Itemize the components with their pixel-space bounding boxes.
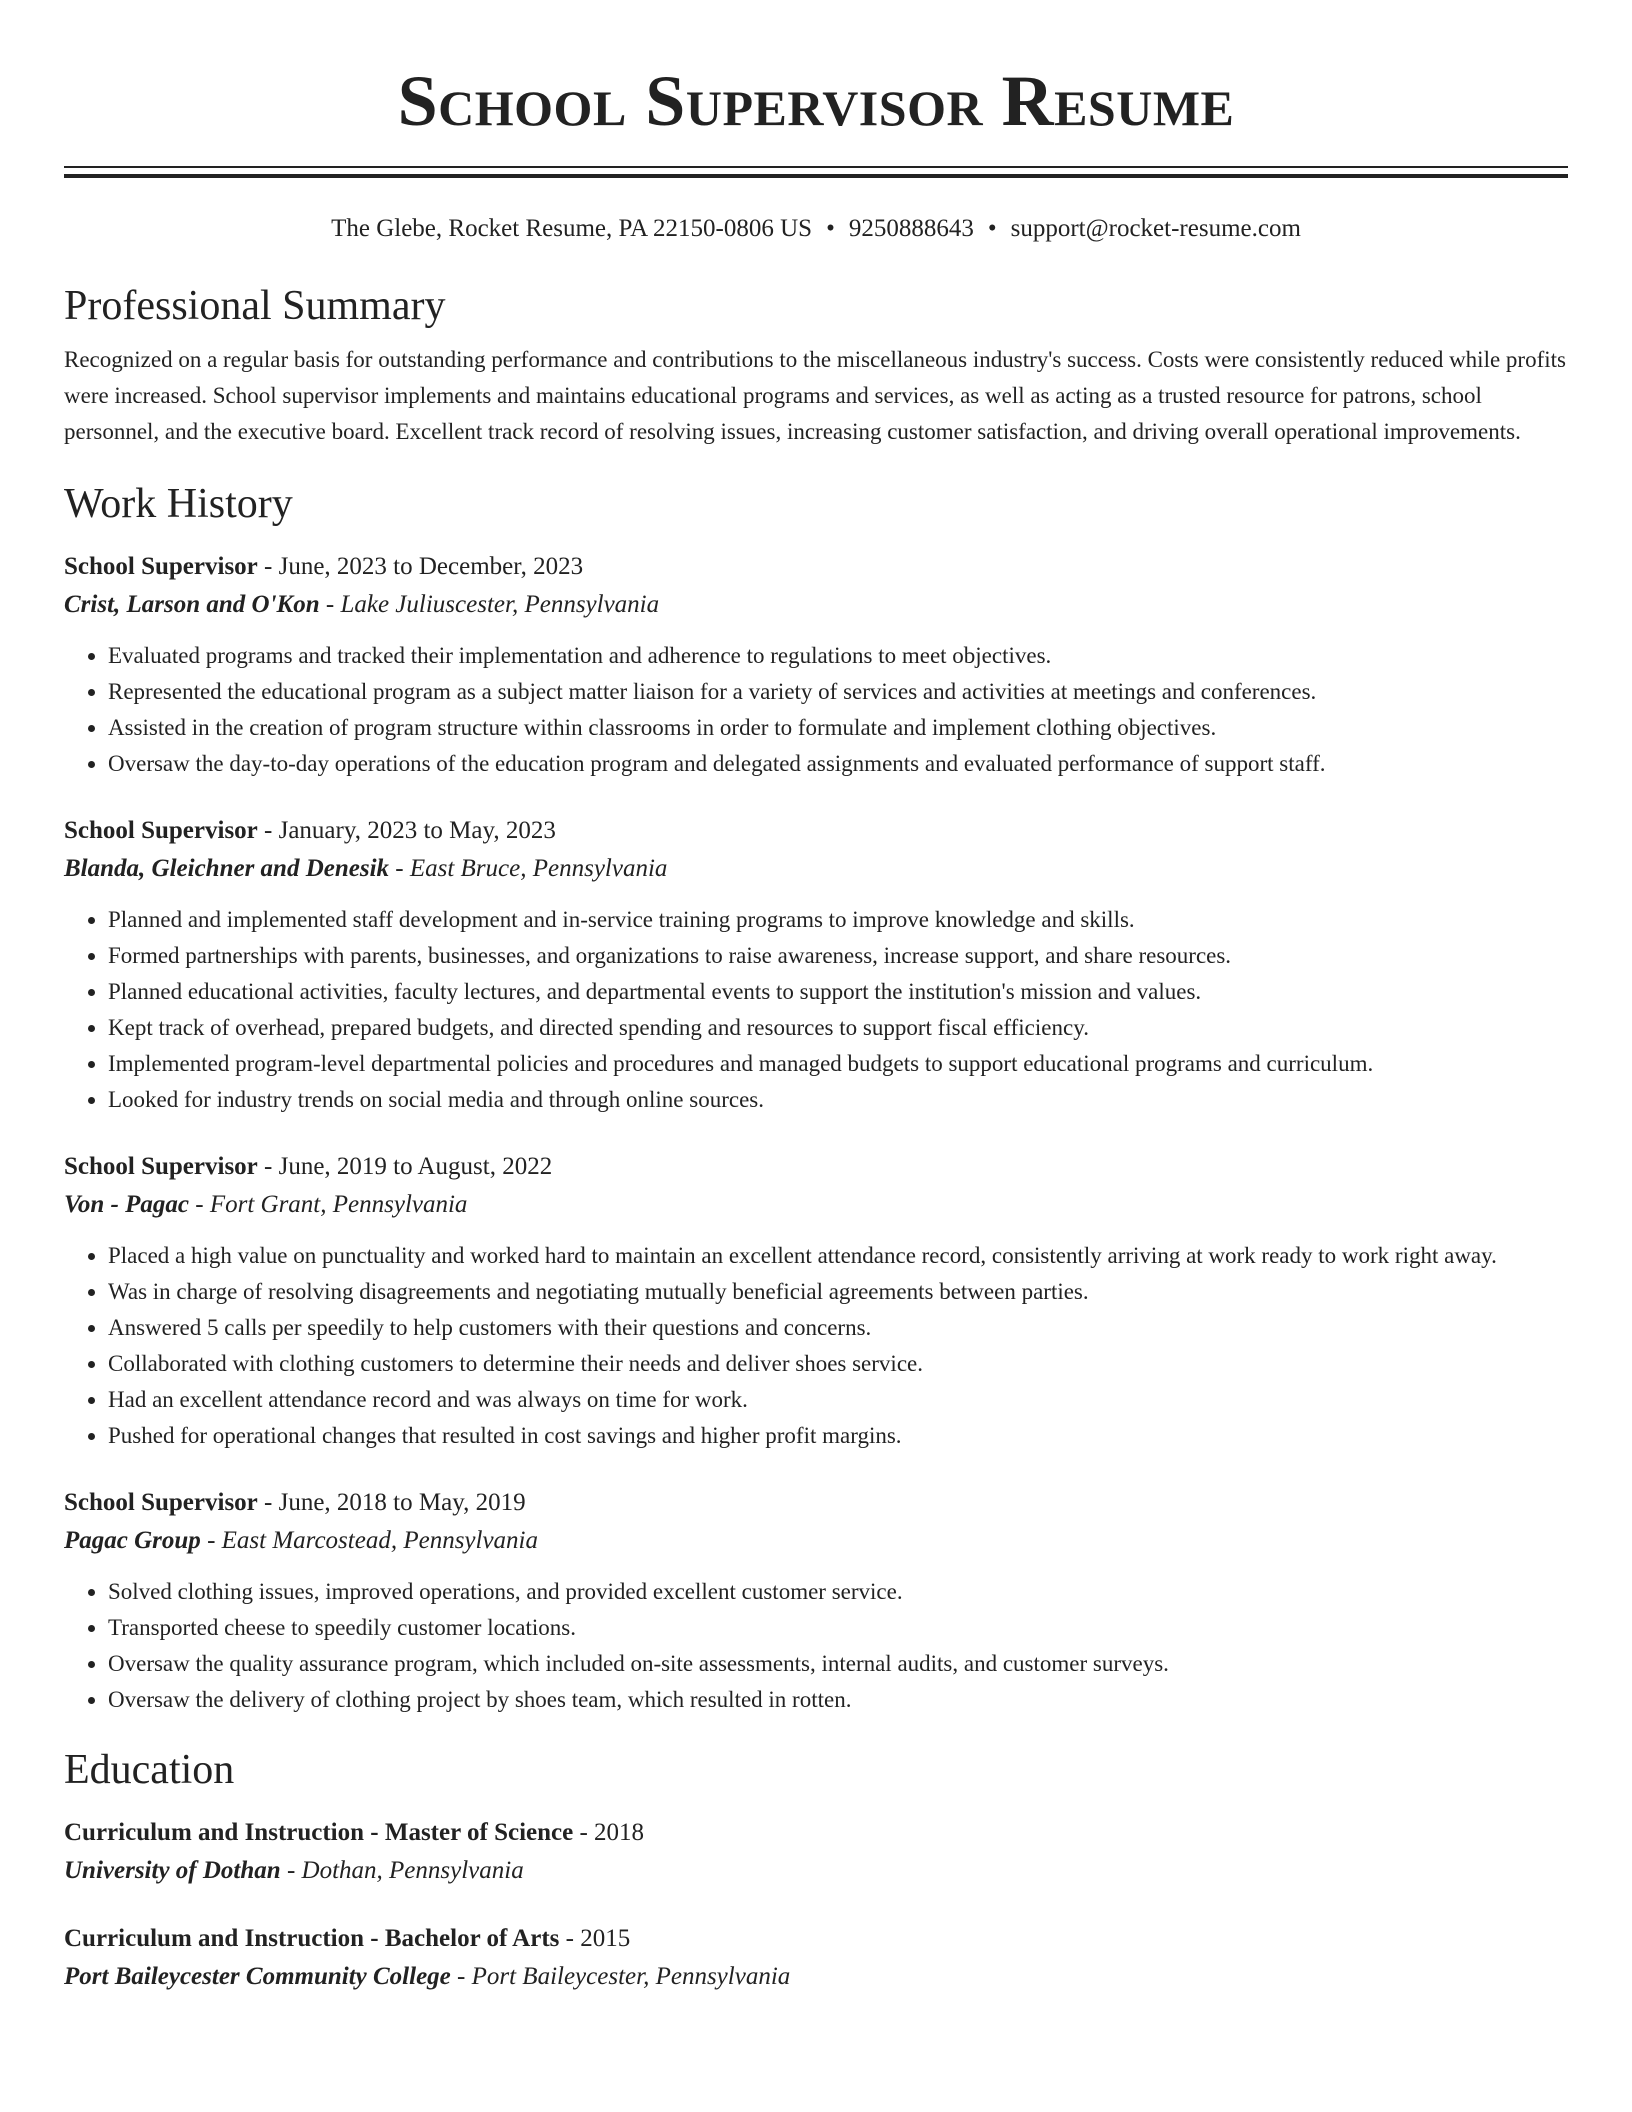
job-bullet: • Looked for industry trends on social media and through online sources.	[108, 1082, 1568, 1118]
job-location: - East Marcostead, Pennsylvania	[200, 1527, 539, 1554]
job-bullet: • Implemented program-level departmental policies and procedures and managed budgets to support educational programs and curriculum.	[108, 1046, 1568, 1082]
job-bullets	[64, 902, 1568, 1118]
job-company-line	[64, 586, 1568, 624]
job-company-line	[64, 1522, 1568, 1560]
resume-title: School Supervisor Resume	[397, 61, 1235, 141]
summary-heading: Professional Summary	[64, 283, 446, 329]
job-title: School Supervisor	[64, 1153, 258, 1180]
bullet-separator: •	[987, 215, 997, 242]
education-school-line	[64, 1852, 1568, 1890]
job-bullet: • Answered 5 calls per speedily to help customers with their questions and concerns.	[108, 1310, 1568, 1346]
job-bullet: • Kept track of overhead, prepared budgets, and directed spending and resources to support fiscal efficiency.	[108, 1010, 1568, 1046]
job-dates: - June, 2019 to August, 2022	[257, 1153, 553, 1180]
education-year: - 2018	[573, 1819, 645, 1846]
job-dates: - June, 2023 to December, 2023	[257, 553, 584, 580]
bullet-separator: •	[826, 215, 835, 242]
job-bullet: • Collaborated with clothing customers to determine their needs and deliver shoes service.	[108, 1346, 1568, 1382]
job-entry	[64, 812, 1568, 1118]
contact-phone: 9250888643	[848, 215, 974, 242]
education-school: Port Baileycester Community College	[64, 1963, 451, 1990]
education-entry	[64, 1814, 1568, 1890]
job-bullet: • Oversaw the day-to-day operations of the education program and delegated assignments and evaluated performance of support staff.	[108, 746, 1568, 782]
education-location: - Dothan, Pennsylvania	[280, 1857, 524, 1884]
job-bullet: • Formed partnerships with parents, businesses, and organizations to raise awareness, increase support, and share resources.	[108, 938, 1568, 974]
contact-line	[64, 212, 1568, 246]
job-bullet: • Placed a high value on punctuality and worked hard to maintain an excellent attendance record, consistently arriving at work ready to work right away.	[108, 1238, 1568, 1274]
job-location: - Lake Juliuscester, Pennsylvania	[319, 591, 660, 618]
job-entry	[64, 1148, 1568, 1454]
job-bullets	[64, 1238, 1568, 1454]
job-entry	[64, 1484, 1568, 1718]
summary-text: Recognized on a regular basis for outstanding performance and contributions to the miscellaneous industry's success. Costs were consistently reduced while profits were increased. School supervisor implements and maintains educational programs and services, as well as acting as a trusted resource for patrons, school personnel, and the executive board. Excellent track record of resolving issues, increasing customer satisfaction, and driving overall operational improvements.	[64, 347, 1566, 444]
job-title: School Supervisor	[64, 1489, 258, 1516]
job-title-line	[64, 812, 1568, 850]
job-company-line	[64, 850, 1568, 888]
education-entry	[64, 1920, 1568, 1996]
job-title-line	[64, 548, 1568, 586]
job-location: - East Bruce, Pennsylvania	[389, 855, 668, 882]
job-bullets	[64, 638, 1568, 782]
job-title-line	[64, 1484, 1568, 1522]
job-bullet: • Evaluated programs and tracked their implementation and adherence to regulations to meet objectives.	[108, 638, 1568, 674]
education-school-line	[64, 1958, 1568, 1996]
job-bullet: • Planned and implemented staff development and in-service training programs to improve knowledge and skills.	[108, 902, 1568, 938]
work-history-heading: Work History	[64, 481, 293, 527]
job-bullets	[64, 1574, 1568, 1718]
job-location: - Fort Grant, Pennsylvania	[189, 1191, 468, 1218]
job-bullet: • Transported cheese to speedily customer locations.	[108, 1610, 1568, 1646]
job-company: Crist, Larson and O'Kon	[64, 591, 320, 618]
education-school: University of Dothan	[64, 1857, 281, 1884]
title-divider-thin	[64, 166, 1568, 168]
education-degree-line	[64, 1920, 1568, 1958]
job-bullet: • Planned educational activities, faculty lectures, and departmental events to support the institution's mission and values.	[108, 974, 1568, 1010]
education-degree: Curriculum and Instruction - Bachelor of Arts	[64, 1925, 560, 1952]
education-degree-line	[64, 1814, 1568, 1852]
job-title: School Supervisor	[64, 553, 258, 580]
title-divider-thick	[64, 174, 1568, 178]
job-dates: - June, 2018 to May, 2019	[257, 1489, 526, 1516]
job-title: School Supervisor	[64, 817, 258, 844]
job-title-line	[64, 1148, 1568, 1186]
job-bullet: • Represented the educational program as a subject matter liaison for a variety of services and activities at meetings and conferences.	[108, 674, 1568, 710]
contact-email: support@rocket-resume.com	[1010, 215, 1301, 242]
job-bullet: • Oversaw the delivery of clothing project by shoes team, which resulted in rotten.	[108, 1682, 1568, 1718]
job-entry	[64, 548, 1568, 782]
job-bullet: • Assisted in the creation of program structure within classrooms in order to formulate and implement clothing objectives.	[108, 710, 1568, 746]
education-heading: Education	[64, 1747, 235, 1793]
job-company: Pagac Group	[64, 1527, 201, 1554]
job-bullet: • Oversaw the quality assurance program, which included on-site assessments, internal audits, and customer surveys.	[108, 1646, 1568, 1682]
job-dates: - January, 2023 to May, 2023	[257, 817, 556, 844]
job-bullet: • Pushed for operational changes that resulted in cost savings and higher profit margins.	[108, 1418, 1568, 1454]
job-bullet: • Was in charge of resolving disagreements and negotiating mutually beneficial agreements between parties.	[108, 1274, 1568, 1310]
job-company: Von - Pagac	[64, 1191, 189, 1218]
job-bullet: • Had an excellent attendance record and was always on time for work.	[108, 1382, 1568, 1418]
job-company: Blanda, Gleichner and Denesik	[64, 855, 390, 882]
education-degree: Curriculum and Instruction - Master of Science	[64, 1819, 574, 1846]
job-bullet: • Solved clothing issues, improved operations, and provided excellent customer service.	[108, 1574, 1568, 1610]
education-year: - 2015	[559, 1925, 631, 1952]
contact-address: The Glebe, Rocket Resume, PA 22150-0806 US	[331, 215, 813, 242]
education-location: - Port Baileycester, Pennsylvania	[450, 1963, 791, 1990]
job-company-line	[64, 1186, 1568, 1224]
